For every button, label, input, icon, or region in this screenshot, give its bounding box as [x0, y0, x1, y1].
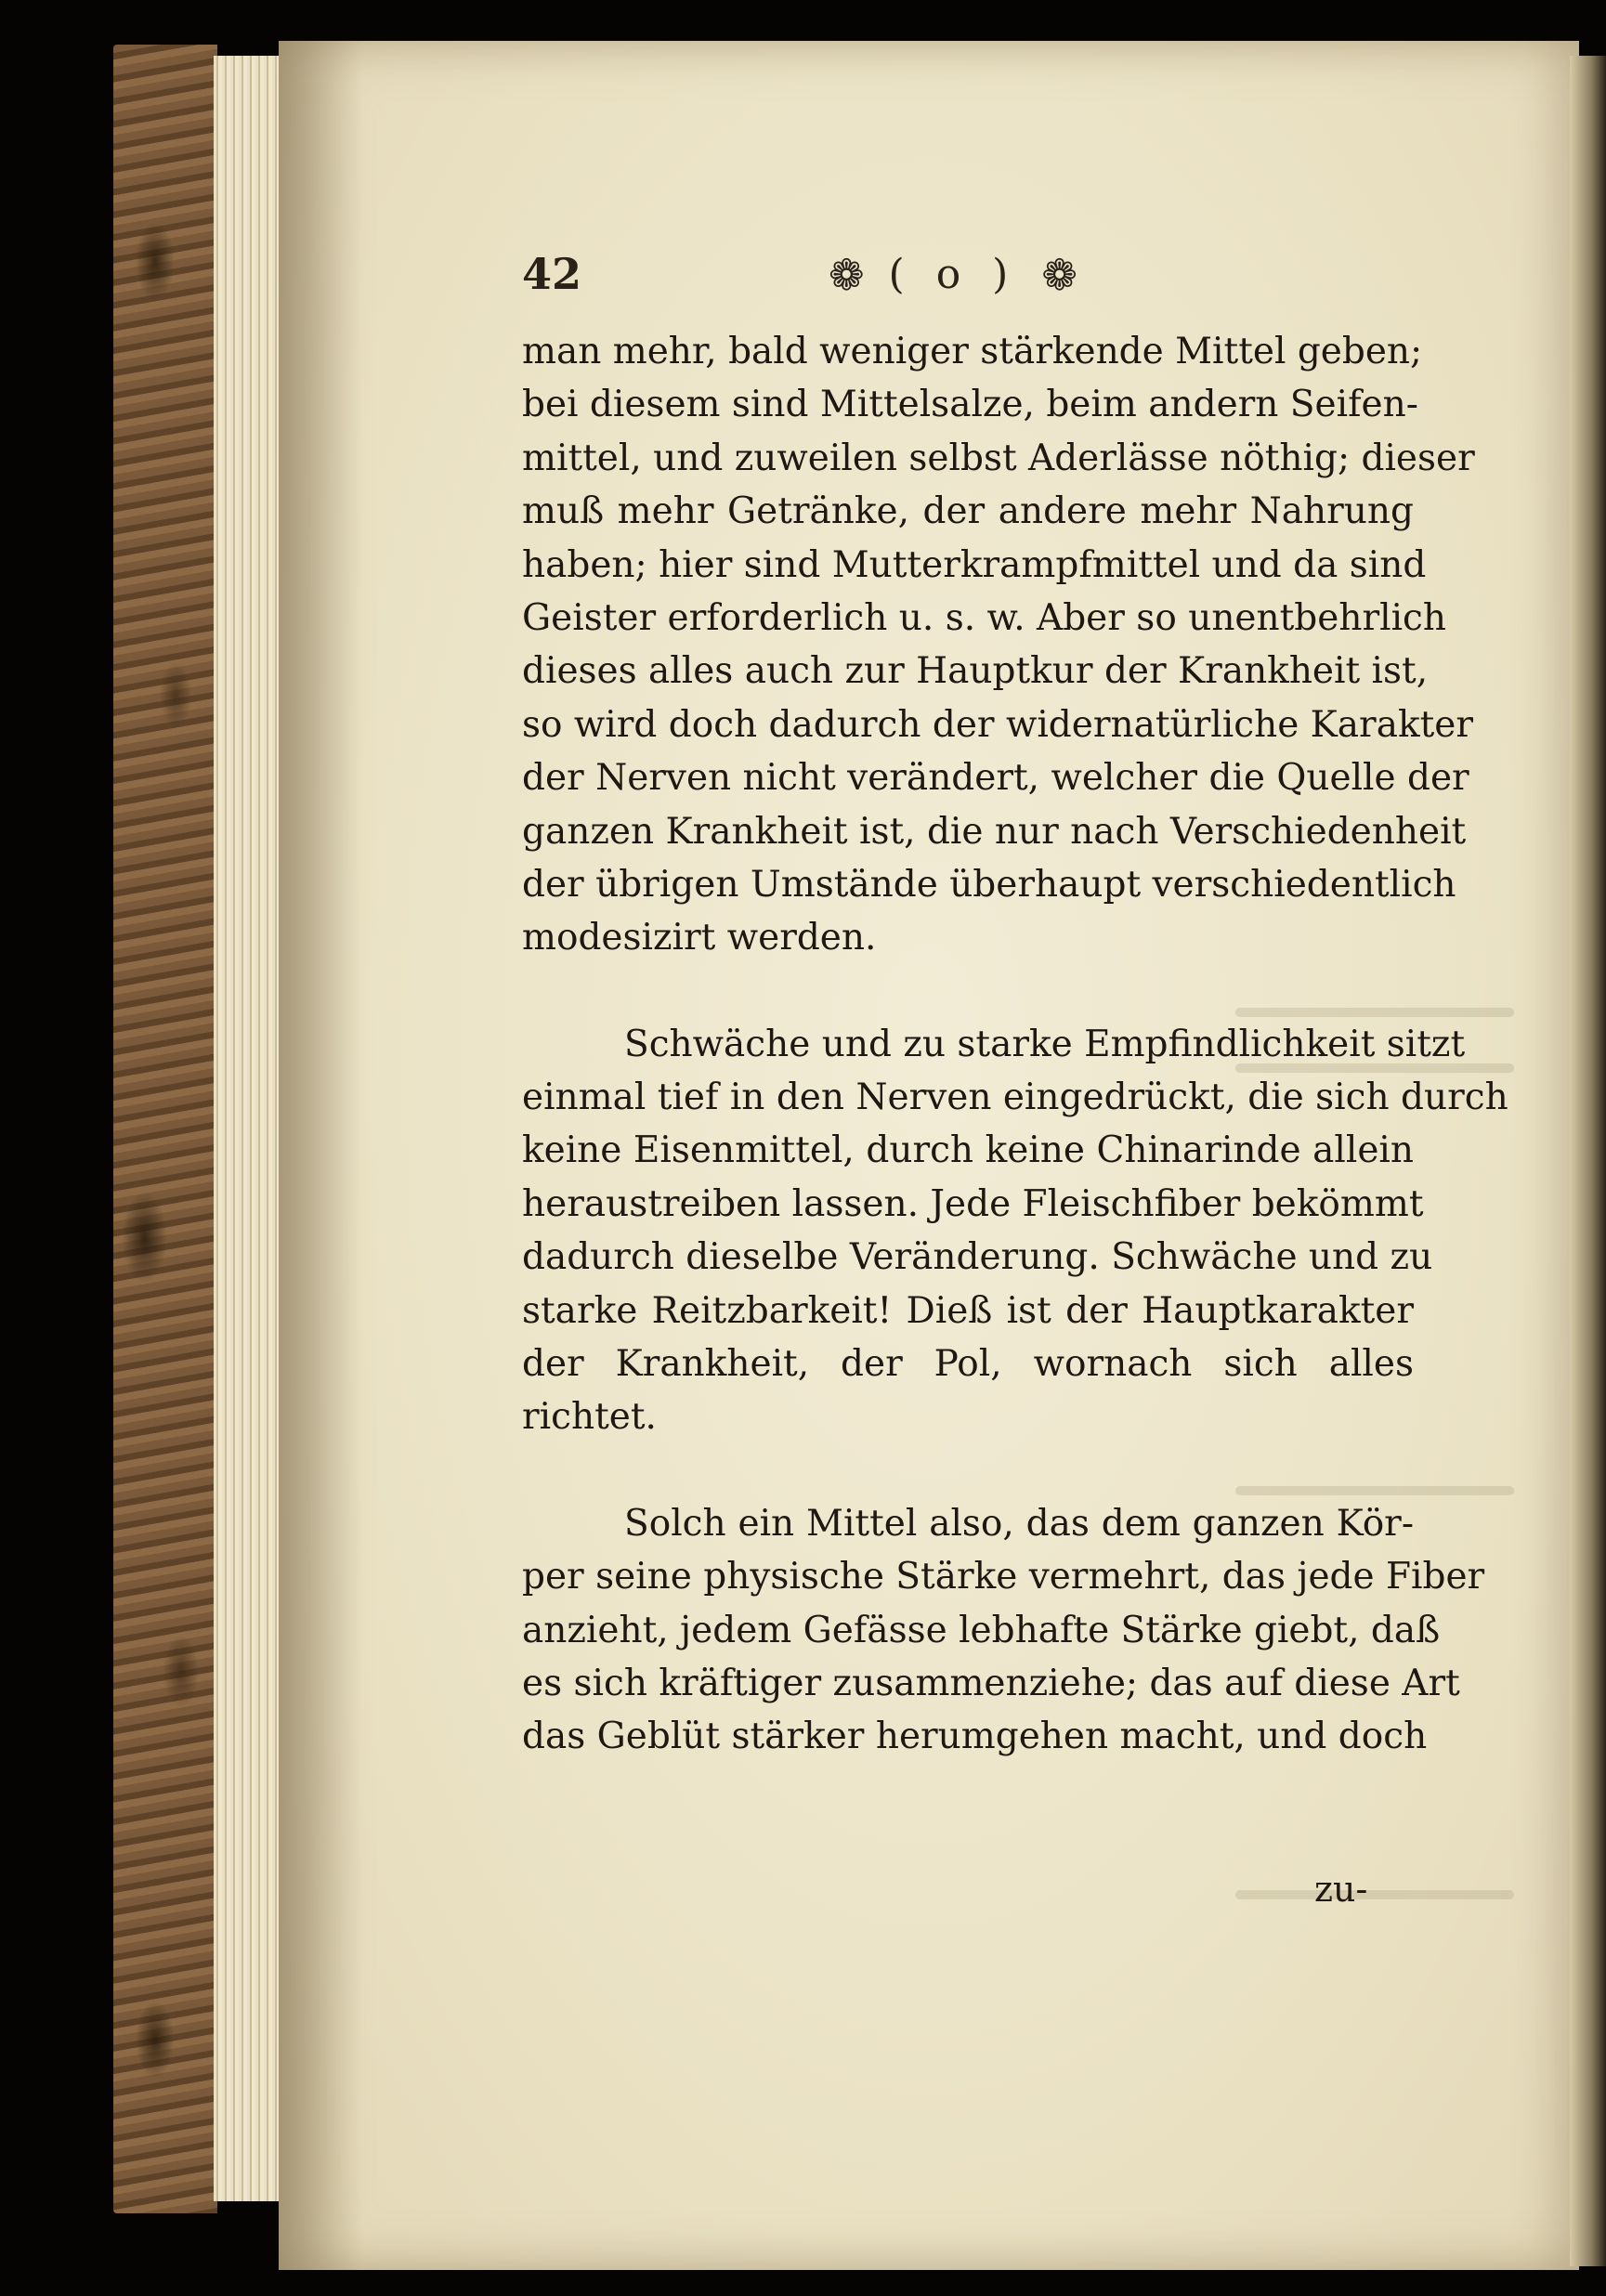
paragraph	[522, 325, 1475, 965]
paragraph	[522, 1497, 1485, 1764]
text-line: haben; hier sind Mutterkrampfmittel und da sind	[522, 543, 1427, 586]
body-text	[522, 325, 1508, 1764]
text-line: ganzen Krankheit ist, die nur nach Verschiedenheit	[522, 810, 1467, 853]
text-line: einmal tief in den Nerven eingedrückt, die sich durch	[522, 1076, 1508, 1119]
text-line: anzieht, jedem Gefässe lebhafte Stärke giebt, daß	[522, 1609, 1441, 1651]
text-line: richtet.	[522, 1396, 657, 1439]
text-line: dadurch dieselbe Veränderung. Schwäche und zu	[522, 1236, 1433, 1279]
running-head-text: ( o )	[888, 251, 1018, 298]
text-line: keine Eisenmittel, durch keine Chinarinde allein	[522, 1129, 1414, 1172]
gutter-shadow	[279, 41, 362, 2270]
text-line: dieses alles auch zur Hauptkur der Krankheit ist,	[522, 650, 1429, 693]
text-line: der Krankheit, der Pol, wornach sich alles	[522, 1343, 1414, 1386]
text-line: so wird doch dadurch der widernatürliche Karakter	[522, 703, 1473, 746]
text-line: per seine physische Stärke vermehrt, das jede Fiber	[522, 1556, 1485, 1598]
text-line: bei diesem sind Mittelsalze, beim andern Seifen-	[522, 384, 1418, 426]
text-line: modesizirt werden.	[522, 917, 877, 959]
text-line: Geister erforderlich u. s. w. Aber so unentbehrlich	[522, 596, 1447, 639]
text-line: starke Reitzbarkeit! Dieß ist der Hauptkarakter	[522, 1289, 1414, 1332]
floral-ornament-icon: ❁	[829, 249, 865, 300]
running-head	[829, 251, 1077, 298]
text-line: das Geblüt stärker herumgehen macht, und doch	[522, 1715, 1428, 1758]
paragraph	[522, 1018, 1508, 1444]
text-line: Schwäche und zu starke Empfindlichkeit sitzt	[624, 1023, 1466, 1065]
text-line: Solch ein Mittel also, das dem ganzen Kör-	[624, 1502, 1414, 1545]
page-right-edge	[1570, 56, 1606, 2266]
marbled-cover	[113, 45, 217, 2213]
text-line: der übrigen Umstände überhaupt verschiedentlich	[522, 863, 1456, 906]
catchword: zu-	[1314, 1869, 1368, 1910]
bleed-through	[1235, 1890, 1514, 1899]
text-line: der Nerven nicht verändert, welcher die Quelle der	[522, 757, 1469, 800]
floral-ornament-icon: ❁	[1041, 249, 1077, 300]
page-number: 42	[522, 249, 582, 299]
text-line: man mehr, bald weniger stärkende Mittel geben;	[522, 331, 1423, 372]
text-line: es sich kräftiger zusammenziehe; das auf diese Art	[522, 1662, 1460, 1704]
page-header	[522, 249, 1432, 314]
text-line: muß mehr Getränke, der andere mehr Nahrung	[522, 490, 1414, 533]
text-line: heraustreiben lassen. Jede Fleischfiber bekömmt	[522, 1182, 1424, 1225]
text-line: mittel, und zuweilen selbst Aderlässe nöthig; dieser	[522, 437, 1475, 479]
